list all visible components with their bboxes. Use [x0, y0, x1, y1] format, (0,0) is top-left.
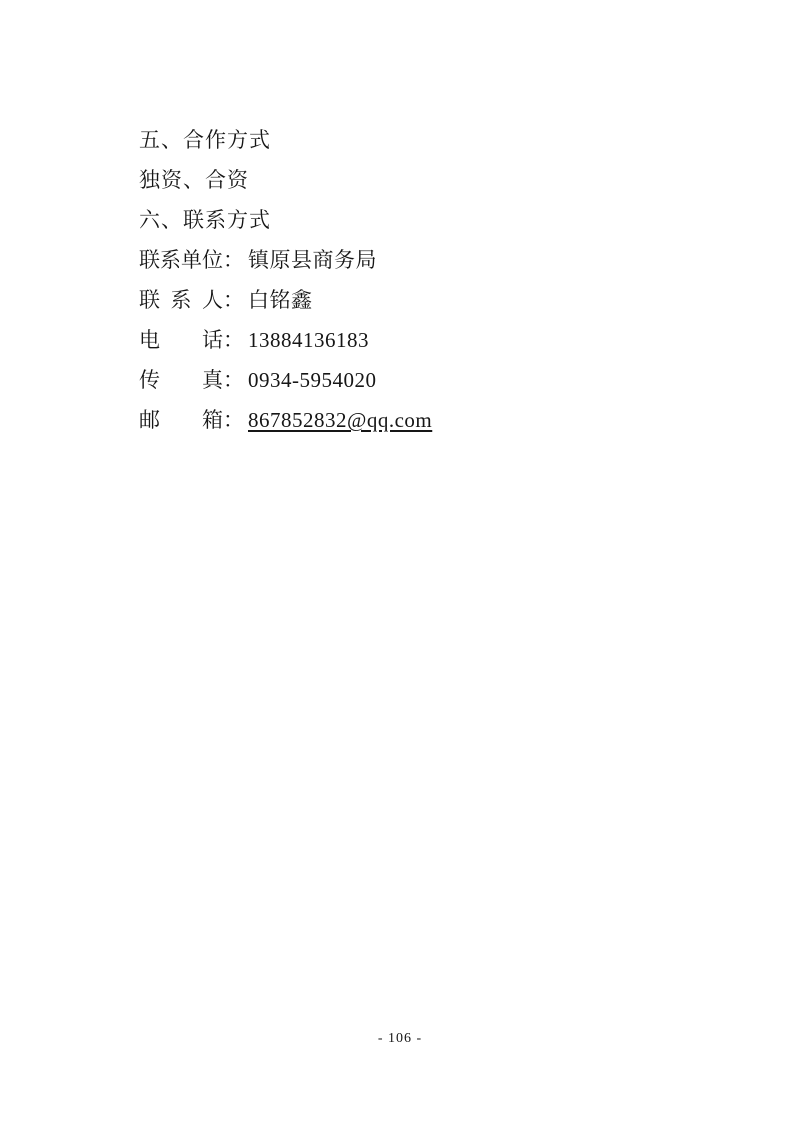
colon-separator: ：	[223, 248, 244, 272]
contact-row-person	[139, 280, 432, 320]
document-content	[139, 120, 432, 440]
section-heading-contact-info: 六、联系方式	[139, 208, 271, 232]
contact-person-value: 白铭鑫	[248, 288, 313, 312]
phone-value: 13884136183	[248, 328, 369, 352]
email-link[interactable]: 867852832@qq.com	[248, 408, 433, 432]
colon-separator: ：	[223, 288, 244, 312]
contact-unit-label: 联系单位	[139, 248, 223, 272]
page-number: - 106 -	[377, 1031, 423, 1046]
colon-separator: ：	[223, 328, 244, 352]
email-label: 邮箱	[139, 408, 223, 432]
fax-value: 0934-5954020	[248, 368, 377, 392]
contact-unit-value: 镇原县商务局	[248, 248, 377, 272]
colon-separator: ：	[223, 408, 244, 432]
contact-row-unit	[139, 240, 432, 280]
contact-row-fax	[139, 360, 432, 400]
phone-label: 电话	[139, 328, 223, 352]
contact-person-label: 联系人	[139, 288, 223, 312]
fax-label: 传真	[139, 368, 223, 392]
section-heading-cooperation-mode: 五、合作方式	[139, 128, 271, 152]
cooperation-modes-text: 独资、合资	[139, 168, 249, 192]
contact-row-phone	[139, 320, 432, 360]
contact-row-email	[139, 400, 432, 440]
colon-separator: ：	[223, 368, 244, 392]
